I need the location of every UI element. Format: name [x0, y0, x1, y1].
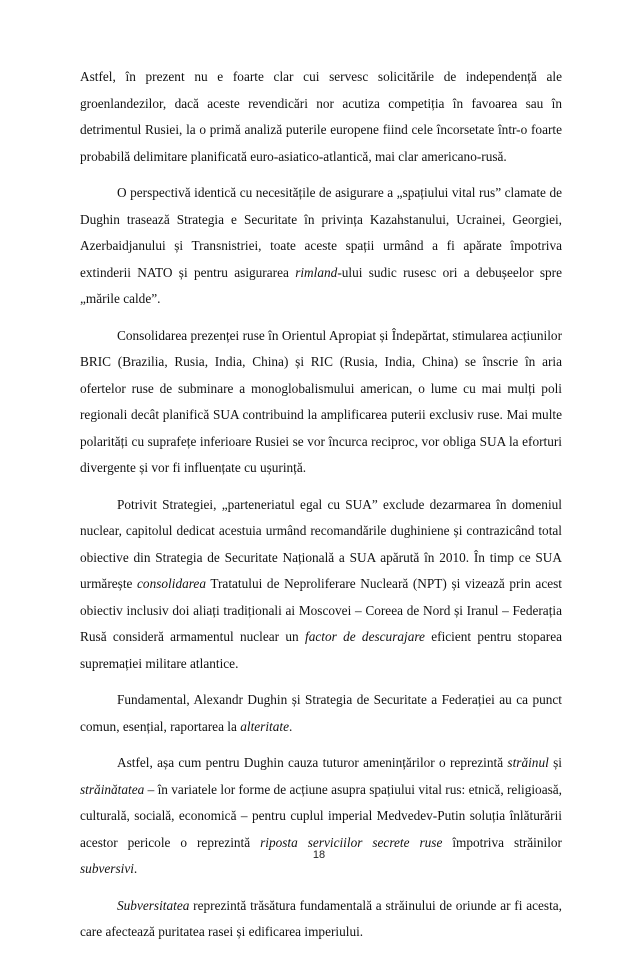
paragraph	[80, 180, 562, 313]
text-segment: împotriva străinilor	[442, 834, 562, 850]
document-body	[80, 64, 562, 956]
paragraph	[80, 750, 562, 883]
italic-text-segment: subversivi	[80, 861, 134, 876]
text-segment: reprezintă trăsătura fundamentală a străinului de oriunde ar fi acesta, care afectează puritatea rasei și edificarea imperiului.	[80, 897, 562, 939]
paragraph	[80, 893, 562, 946]
italic-text-segment: străinătatea	[80, 781, 145, 797]
text-segment: Astfel, în prezent nu e foarte clar cui servesc solicitările de independență ale groenlandezilor, dacă aceste revendicări nor acutiza competiția în favoarea sau în detrimentul Rusiei, la o primă analiză puterile europene fiind cele încorsetate într-o foarte probabilă delimitare planificată euro-asiatico-atlantică, mai clar americano-rusă.	[80, 69, 562, 164]
italic-text-segment: consolidarea	[137, 576, 206, 591]
text-segment: Consolidarea prezenței ruse în Orientul Apropiat și Îndepărtat, stimularea acțiunilor BRIC (Brazilia, Rusia, India, China) și RIC (Rusia, India, China) se înscrie în aria ofertelor ruse de subminare a monoglobalismului american, o lume cu mai mulți poli regionali decât planifică SUA contribuind la amplificarea puterii exclusiv ruse. Mai multe polarități cu suprafețe inferioare Rusiei se vor încurca reciproc, vor obliga SUA la eforturi divergente și vor fi influențate cu ușurință.	[80, 327, 562, 475]
text-segment: și	[548, 755, 562, 770]
paragraph	[80, 687, 562, 740]
text-segment: Astfel, așa cum pentru Dughin cauza tuturor amenințărilor o reprezintă	[117, 755, 508, 770]
text-segment: Potrivit Strategiei, „parteneriatul egal cu SUA” exclude dezarmarea în domeniul nuclear, capitolul dedicat acestuia urmând recomandările dughiniene și contrazicând total obiective din Strategia de Securitate Națională a SUA apărută în 2010. În timp ce SUA urmărește	[80, 496, 562, 591]
italic-text-segment: riposta serviciilor secrete ruse	[260, 834, 443, 850]
italic-text-segment: alteritate	[240, 718, 289, 734]
text-segment: O perspectivă identică cu necesitățile de asigurare a „spațiului vital rus” clamate de Dughin trasează Strategia e Securitate în privința Kazahstanului, Ucrainei, Georgiei, Azerbaidjanului și Transnistriei, toate aceste spații urmând a fi apărate împotriva extinderii NATO și pentru asigurarea	[80, 185, 562, 280]
text-segment: .	[288, 718, 293, 734]
text-segment: Fundamental, Alexandr Dughin și Strategia de Securitate a Federației au ca punct comun, esențial, raportarea la	[80, 692, 562, 734]
page-number: 18	[312, 849, 326, 861]
text-segment: .	[133, 861, 138, 876]
text-segment: – în variatele lor forme de acțiune asupra spațiului vital rus: etnică, religioasă, culturală, socială, economică – pentru cuplul imperial Medvedev-Putin soluția înlăturării acestor pericole o reprezintă	[80, 781, 562, 850]
paragraph	[80, 323, 562, 482]
italic-text-segment: factor de descurajare	[305, 629, 425, 644]
text-segment: -ului sudic rusesc ori a debușeelor spre „mările calde”.	[80, 264, 562, 306]
paragraph	[80, 492, 562, 678]
italic-text-segment: rimland	[295, 264, 338, 280]
paragraph	[80, 64, 562, 170]
text-segment: eficient pentru stoparea supremației militare atlantice.	[80, 629, 563, 671]
italic-text-segment: Subversitatea	[117, 897, 190, 913]
italic-text-segment: străinul	[507, 755, 549, 770]
text-segment: Tratatului de Neproliferare Nucleară (NPT) și vizează prin acest obiectiv inclusiv doi aliați tradiționali ai Moscovei – Coreea de Nord și Iranul – Federația Rusă consideră armamentul nuclear un	[80, 576, 562, 644]
